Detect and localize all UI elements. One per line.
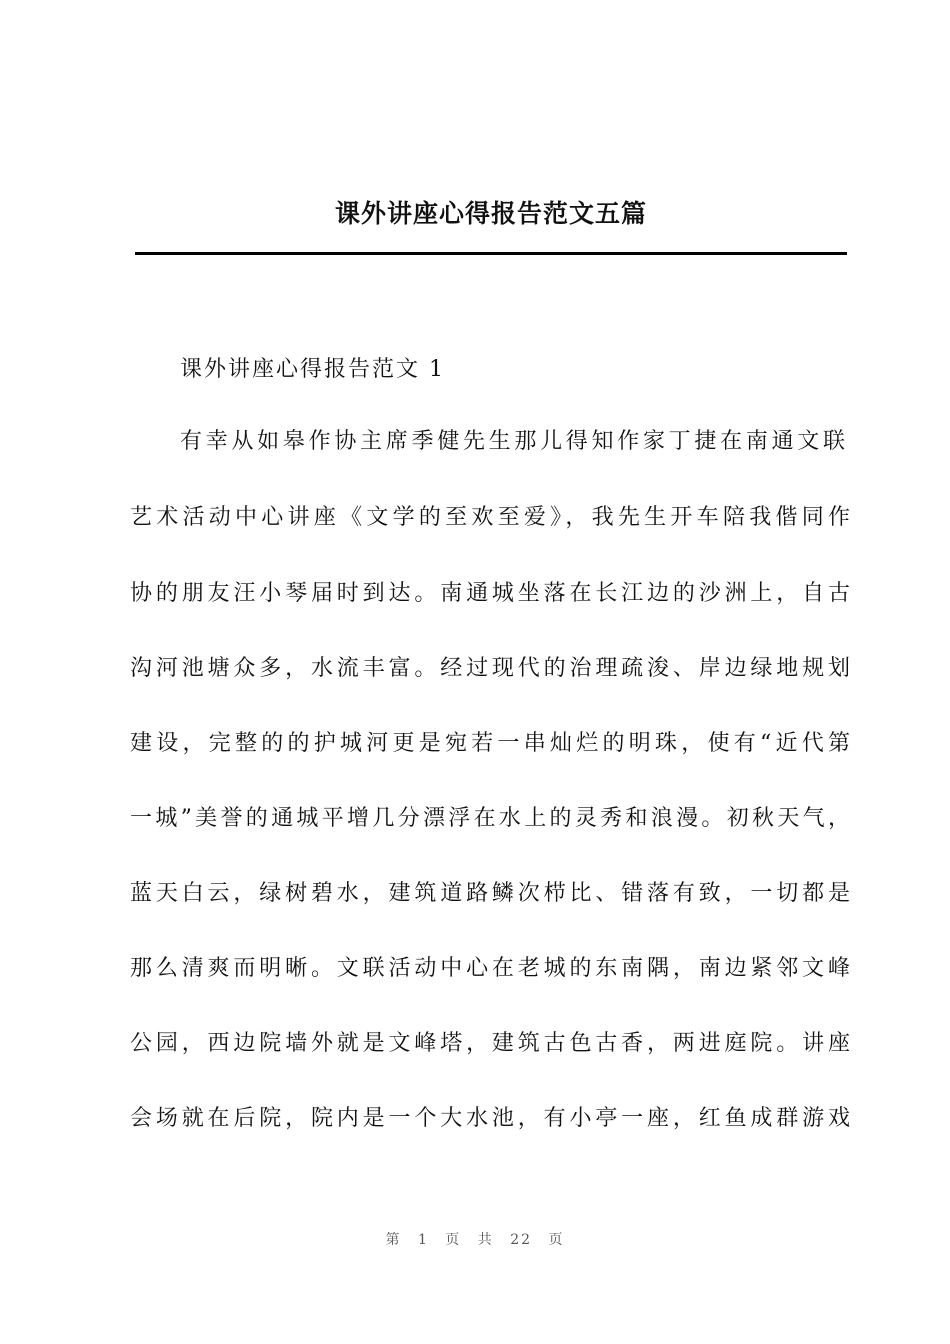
paragraph-line: 有幸从如皋作协主席季健先生那儿得知作家丁捷在南通文联 (180, 429, 845, 454)
paragraph-line: 那么清爽而明晰。文联活动中心在老城的东南隅，南边紧邻文峰 (130, 956, 850, 981)
page-footer: 第 1 页 共 22 页 (385, 1232, 565, 1248)
paragraph-line: 蓝天白云，绿树碧水，建筑道路鳞次栉比、错落有致，一切都是 (130, 881, 850, 906)
paragraph-line: 建设，完整的的护城河更是宛若一串灿烂的明珠，使有“近代第 (130, 731, 850, 756)
paragraph-line: 沟河池塘众多，水流丰富。经过现代的治理疏浚、岸边绿地规划 (130, 656, 850, 681)
paragraph-line: 协的朋友汪小琴届时到达。南通城坐落在长江边的沙洲上，自古 (130, 581, 850, 606)
paragraph-line: 会场就在后院，院内是一个大水池，有小亭一座，红鱼成群游戏 (130, 1106, 850, 1131)
paragraph-line: 一城”美誉的通城平增几分漂浮在水上的灵秀和浪漫。初秋天气， (130, 806, 850, 831)
page-title: 课外讲座心得报告范文五篇 (334, 199, 647, 228)
section-heading: 课外讲座心得报告范文 1 (180, 357, 445, 382)
paragraph-line: 公园，西边院墙外就是文峰塔，建筑古色古香，两进庭院。讲座 (130, 1031, 850, 1056)
title-underline (135, 252, 847, 255)
paragraph-line: 艺术活动中心讲座《文学的至欢至爱》，我先生开车陪我偕同作 (130, 505, 850, 530)
